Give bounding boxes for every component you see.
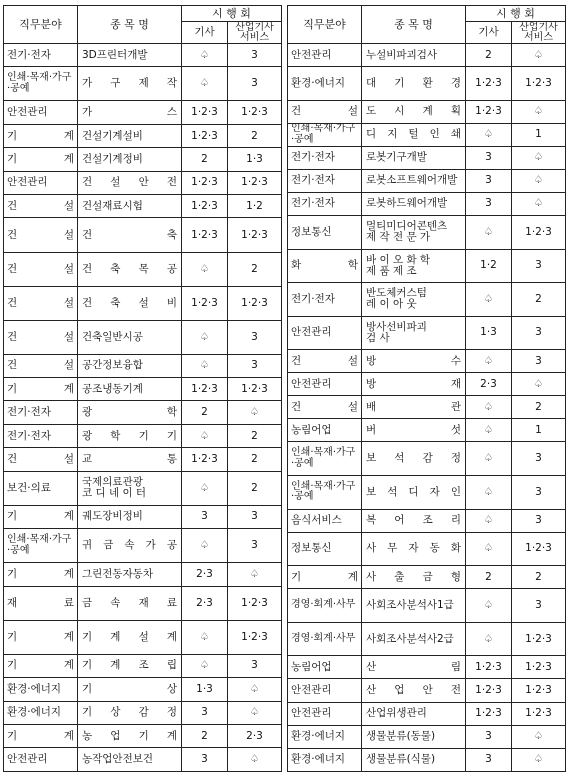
industrial-round-cell: 3 xyxy=(228,67,282,101)
table-row xyxy=(4,320,282,354)
engineer-round-cell: 2 xyxy=(182,401,228,424)
field-cell: 건 설 xyxy=(288,350,362,373)
item-cell: 생물분류(동물) xyxy=(362,725,466,748)
item-cell: 복 어 조 리 xyxy=(362,509,466,532)
table-row xyxy=(288,509,566,532)
item-cell: 기 계 조 립 xyxy=(78,654,182,677)
engineer-round-cell: 1·2 xyxy=(466,249,512,283)
field-cell: 안전관리 xyxy=(288,316,362,350)
header-industrial-text: 산업기사 서비스 xyxy=(235,21,274,43)
table-row xyxy=(288,44,566,67)
industrial-round-cell: 1·2·3 xyxy=(228,101,282,124)
item-cell: 산 림 xyxy=(362,656,466,679)
item-cell: 건 설 안 전 xyxy=(78,171,182,194)
industrial-round-cell: 2 xyxy=(228,471,282,505)
field-cell: 건 설 xyxy=(4,252,78,286)
field-cell: 안전관리 xyxy=(4,101,78,124)
item-cell: 로봇소프트웨어개발 xyxy=(362,169,466,192)
industrial-round-cell: 1 xyxy=(512,419,566,442)
field-cell: 환경·에너지 xyxy=(288,67,362,101)
spade-outline-icon: ♤ xyxy=(182,252,228,286)
header-industrial xyxy=(512,22,566,44)
item-cell: 바 이 오 화 학 제 품 제 조 xyxy=(362,249,466,283)
field-cell: 안전관리 xyxy=(288,44,362,67)
engineer-round-cell: 1·2·3 xyxy=(182,195,228,218)
table-row xyxy=(4,424,282,447)
field-cell: 기 계 xyxy=(4,724,78,747)
engineer-round-cell: 2·3 xyxy=(466,373,512,396)
engineer-round-cell: 1·3 xyxy=(466,316,512,350)
item-cell: 건설재료시험 xyxy=(78,195,182,218)
spade-outline-icon: ♤ xyxy=(182,620,228,654)
table-row xyxy=(288,316,566,350)
spade-outline-icon: ♤ xyxy=(512,748,566,771)
item-cell: 공간정보융합 xyxy=(78,354,182,377)
item-cell: 광 학 xyxy=(78,401,182,424)
spade-outline-icon: ♤ xyxy=(466,123,512,146)
industrial-round-cell: 1·2·3 xyxy=(228,620,282,654)
header-round: 시 행 회 xyxy=(182,6,282,22)
right-table-body xyxy=(288,44,566,772)
spade-outline-icon: ♤ xyxy=(466,350,512,373)
header-round: 시 행 회 xyxy=(466,6,566,22)
header-industrial-text: 산업기사 서비스 xyxy=(519,21,558,43)
exam-schedule-page xyxy=(3,5,566,772)
table-row xyxy=(4,44,282,67)
table-row xyxy=(4,586,282,620)
right-exam-table xyxy=(287,5,566,772)
table-row xyxy=(288,725,566,748)
engineer-round-cell: 2·3 xyxy=(182,563,228,586)
engineer-round-cell: 1·2·3 xyxy=(182,124,228,147)
spade-outline-icon: ♤ xyxy=(466,589,512,623)
industrial-round-cell: 1·2·3 xyxy=(512,679,566,702)
field-cell: 전기·전자 xyxy=(288,146,362,169)
spade-outline-icon: ♤ xyxy=(182,354,228,377)
spade-outline-icon: ♤ xyxy=(512,373,566,396)
industrial-round-cell: 1·2·3 xyxy=(228,286,282,320)
spade-outline-icon: ♤ xyxy=(182,320,228,354)
industrial-round-cell: 2 xyxy=(228,424,282,447)
industrial-round-cell: 3 xyxy=(512,350,566,373)
table-row xyxy=(288,419,566,442)
engineer-round-cell: 2 xyxy=(182,724,228,747)
table-row xyxy=(4,620,282,654)
field-cell: 건 설 xyxy=(4,448,78,471)
header-engineer: 기사 xyxy=(182,22,228,44)
table-row xyxy=(4,124,282,147)
item-cell: 공조냉동기계 xyxy=(78,378,182,401)
field-cell: 기 계 xyxy=(288,566,362,589)
item-cell: 반도체커스텀 레 이 아 웃 xyxy=(362,283,466,317)
item-cell: 버 섯 xyxy=(362,419,466,442)
industrial-round-cell: 1·2·3 xyxy=(228,378,282,401)
item-cell: 가 스 xyxy=(78,101,182,124)
item-cell: 멀티미디어콘텐츠 제 작 전 문 가 xyxy=(362,215,466,249)
field-cell: 기 계 xyxy=(4,654,78,677)
field-cell: 환경·에너지 xyxy=(4,678,78,701)
item-cell: 건 축 설 비 xyxy=(78,286,182,320)
item-cell: 건설기계설비 xyxy=(78,124,182,147)
table-row xyxy=(288,589,566,623)
table-row xyxy=(4,148,282,171)
item-cell: 광 학 기 기 xyxy=(78,424,182,447)
engineer-round-cell: 1·2·3 xyxy=(466,67,512,101)
industrial-round-cell: 1·2·3 xyxy=(228,586,282,620)
item-cell: 기 계 설 계 xyxy=(78,620,182,654)
industrial-round-cell: 2 xyxy=(512,396,566,419)
table-row xyxy=(288,215,566,249)
field-cell: 음식서비스 xyxy=(288,509,362,532)
table-row xyxy=(4,171,282,194)
item-cell: 기 상 xyxy=(78,678,182,701)
field-cell: 전기·전자 xyxy=(288,169,362,192)
field-cell: 기 계 xyxy=(4,620,78,654)
table-row xyxy=(4,505,282,528)
item-cell: 방 재 xyxy=(362,373,466,396)
field-cell: 안전관리 xyxy=(288,373,362,396)
table-row xyxy=(4,378,282,401)
field-cell: 건 설 xyxy=(288,396,362,419)
engineer-round-cell: 1·2·3 xyxy=(466,679,512,702)
item-cell: 3D프린터개발 xyxy=(78,44,182,67)
industrial-round-cell: 3 xyxy=(228,505,282,528)
engineer-round-cell: 1·2·3 xyxy=(182,218,228,252)
item-cell: 농 업 기 계 xyxy=(78,724,182,747)
item-cell: 사회조사분석사2급 xyxy=(362,622,466,656)
item-cell: 산업위생관리 xyxy=(362,702,466,725)
industrial-round-cell: 1·2·3 xyxy=(512,702,566,725)
field-cell: 인쇄·목재·가구·공예 xyxy=(288,442,362,476)
field-cell: 농림어업 xyxy=(288,656,362,679)
field-cell: 건 설 xyxy=(288,100,362,123)
spade-outline-icon: ♤ xyxy=(182,654,228,677)
engineer-round-cell: 1·3 xyxy=(182,678,228,701)
field-cell: 정보통신 xyxy=(288,215,362,249)
spade-outline-icon: ♤ xyxy=(466,283,512,317)
spade-outline-icon: ♤ xyxy=(228,748,282,772)
field-cell: 기 계 xyxy=(4,505,78,528)
industrial-round-cell: 3 xyxy=(512,589,566,623)
table-row xyxy=(288,748,566,771)
item-cell: 금 속 재 료 xyxy=(78,586,182,620)
table-row xyxy=(288,702,566,725)
spade-outline-icon: ♤ xyxy=(466,532,512,566)
field-cell: 건 설 xyxy=(4,354,78,377)
industrial-round-cell: 3 xyxy=(228,529,282,563)
field-cell: 인쇄·목재·가구·공예 xyxy=(288,123,362,146)
engineer-round-cell: 1·2·3 xyxy=(182,101,228,124)
table-row xyxy=(288,476,566,510)
field-cell: 건 설 xyxy=(4,195,78,218)
item-cell: 건축일반시공 xyxy=(78,320,182,354)
industrial-round-cell: 1·2·3 xyxy=(512,532,566,566)
engineer-round-cell: 1·2·3 xyxy=(182,171,228,194)
field-cell: 기 계 xyxy=(4,124,78,147)
header-field: 직무분야 xyxy=(4,6,78,44)
engineer-round-cell: 1·2·3 xyxy=(182,286,228,320)
item-cell: 사 무 자 동 화 xyxy=(362,532,466,566)
industrial-round-cell: 1·2 xyxy=(228,195,282,218)
table-row xyxy=(288,283,566,317)
field-cell: 기 계 xyxy=(4,378,78,401)
spade-outline-icon: ♤ xyxy=(182,529,228,563)
engineer-round-cell: 3 xyxy=(466,725,512,748)
table-row xyxy=(4,471,282,505)
item-cell: 건설기계정비 xyxy=(78,148,182,171)
field-cell: 건 설 xyxy=(4,286,78,320)
industrial-round-cell: 2 xyxy=(228,252,282,286)
field-cell: 건 설 xyxy=(4,320,78,354)
field-cell: 화 학 xyxy=(288,249,362,283)
field-cell: 경영·회계·사무 xyxy=(288,589,362,623)
table-row xyxy=(4,724,282,747)
spade-outline-icon: ♤ xyxy=(466,215,512,249)
table-row xyxy=(288,100,566,123)
table-row xyxy=(4,401,282,424)
item-cell: 대 기 환 경 xyxy=(362,67,466,101)
engineer-round-cell: 1·2·3 xyxy=(466,702,512,725)
engineer-round-cell: 3 xyxy=(466,192,512,215)
spade-outline-icon: ♤ xyxy=(512,146,566,169)
industrial-round-cell: 3 xyxy=(228,354,282,377)
item-cell: 국제의료관광 코 디 네 이 터 xyxy=(78,471,182,505)
engineer-round-cell: 3 xyxy=(182,748,228,772)
industrial-round-cell: 3 xyxy=(228,320,282,354)
spade-outline-icon: ♤ xyxy=(182,424,228,447)
table-row xyxy=(4,252,282,286)
field-cell: 전기·전자 xyxy=(288,192,362,215)
table-row xyxy=(4,529,282,563)
field-cell: 재 료 xyxy=(4,586,78,620)
spade-outline-icon: ♤ xyxy=(466,476,512,510)
table-row xyxy=(288,67,566,101)
item-cell: 교 통 xyxy=(78,448,182,471)
item-cell: 보 석 감 정 xyxy=(362,442,466,476)
engineer-round-cell: 2 xyxy=(466,566,512,589)
engineer-round-cell: 2·3 xyxy=(182,586,228,620)
spade-outline-icon: ♤ xyxy=(512,44,566,67)
table-row xyxy=(4,218,282,252)
field-cell: 환경·에너지 xyxy=(288,748,362,771)
spade-outline-icon: ♤ xyxy=(466,419,512,442)
field-cell: 정보통신 xyxy=(288,532,362,566)
table-row xyxy=(288,146,566,169)
table-row xyxy=(288,566,566,589)
industrial-round-cell: 1·2·3 xyxy=(512,215,566,249)
table-row xyxy=(4,286,282,320)
industrial-round-cell: 3 xyxy=(512,509,566,532)
engineer-round-cell: 1·2·3 xyxy=(466,656,512,679)
item-cell: 건 축 xyxy=(78,218,182,252)
spade-outline-icon: ♤ xyxy=(512,169,566,192)
item-cell: 그린전동자동차 xyxy=(78,563,182,586)
spade-outline-icon: ♤ xyxy=(228,678,282,701)
spade-outline-icon: ♤ xyxy=(228,401,282,424)
table-row xyxy=(4,354,282,377)
table-row xyxy=(4,748,282,772)
field-cell: 인쇄·목재·가구·공예 xyxy=(4,529,78,563)
engineer-round-cell: 3 xyxy=(182,701,228,724)
industrial-round-cell: 3 xyxy=(228,654,282,677)
header-field: 직무분야 xyxy=(288,6,362,44)
header-item: 종 목 명 xyxy=(78,6,182,44)
header-item: 종 목 명 xyxy=(362,6,466,44)
field-cell: 경영·회계·사무 xyxy=(288,622,362,656)
item-cell: 궤도장비정비 xyxy=(78,505,182,528)
spade-outline-icon: ♤ xyxy=(228,701,282,724)
field-cell: 농림어업 xyxy=(288,419,362,442)
table-row xyxy=(288,396,566,419)
item-cell: 산 업 안 전 xyxy=(362,679,466,702)
industrial-round-cell: 2 xyxy=(228,448,282,471)
table-row xyxy=(288,656,566,679)
table-row xyxy=(288,373,566,396)
right-table-panel xyxy=(287,5,565,772)
spade-outline-icon: ♤ xyxy=(466,622,512,656)
field-cell: 건 설 xyxy=(4,218,78,252)
table-row xyxy=(4,701,282,724)
item-cell: 도 시 계 획 xyxy=(362,100,466,123)
table-row xyxy=(288,350,566,373)
field-cell: 환경·에너지 xyxy=(288,725,362,748)
spade-outline-icon: ♤ xyxy=(182,44,228,67)
item-cell: 방 수 xyxy=(362,350,466,373)
industrial-round-cell: 1·2·3 xyxy=(228,171,282,194)
industrial-round-cell: 3 xyxy=(512,476,566,510)
left-table-panel xyxy=(3,5,281,772)
item-cell: 생물분류(식물) xyxy=(362,748,466,771)
industrial-round-cell: 3 xyxy=(512,442,566,476)
spade-outline-icon: ♤ xyxy=(466,442,512,476)
industrial-round-cell: 1·2·3 xyxy=(512,622,566,656)
item-cell: 로봇하드웨어개발 xyxy=(362,192,466,215)
table-row xyxy=(4,563,282,586)
spade-outline-icon: ♤ xyxy=(466,396,512,419)
item-cell: 사회조사분석사1급 xyxy=(362,589,466,623)
field-cell: 인쇄·목재·가구·공예 xyxy=(4,67,78,101)
field-cell: 안전관리 xyxy=(4,171,78,194)
field-cell: 인쇄·목재·가구·공예 xyxy=(288,476,362,510)
item-cell: 농작업안전보건 xyxy=(78,748,182,772)
table-row xyxy=(4,195,282,218)
field-cell: 전기·전자 xyxy=(4,401,78,424)
spade-outline-icon: ♤ xyxy=(512,192,566,215)
field-cell: 전기·전자 xyxy=(288,283,362,317)
field-cell: 보건·의료 xyxy=(4,471,78,505)
engineer-round-cell: 3 xyxy=(182,505,228,528)
item-cell: 누설비파괴검사 xyxy=(362,44,466,67)
engineer-round-cell: 1·2·3 xyxy=(466,100,512,123)
engineer-round-cell: 3 xyxy=(466,146,512,169)
industrial-round-cell: 3 xyxy=(512,249,566,283)
item-cell: 보 석 디 자 인 xyxy=(362,476,466,510)
industrial-round-cell: 2 xyxy=(512,566,566,589)
spade-outline-icon: ♤ xyxy=(512,100,566,123)
industrial-round-cell: 1·2·3 xyxy=(228,218,282,252)
industrial-round-cell: 3 xyxy=(512,316,566,350)
table-row xyxy=(288,169,566,192)
spade-outline-icon: ♤ xyxy=(182,471,228,505)
table-row xyxy=(4,448,282,471)
engineer-round-cell: 2 xyxy=(466,44,512,67)
item-cell: 방사선비파괴 검 사 xyxy=(362,316,466,350)
table-row xyxy=(288,679,566,702)
table-row xyxy=(288,442,566,476)
field-cell: 안전관리 xyxy=(288,679,362,702)
field-cell: 전기·전자 xyxy=(4,424,78,447)
engineer-round-cell: 1·2·3 xyxy=(182,448,228,471)
industrial-round-cell: 2 xyxy=(228,124,282,147)
item-cell: 건 축 목 공 xyxy=(78,252,182,286)
table-row xyxy=(288,532,566,566)
header-industrial xyxy=(228,22,282,44)
engineer-round-cell: 3 xyxy=(466,169,512,192)
table-row xyxy=(288,192,566,215)
industrial-round-cell: 3 xyxy=(228,44,282,67)
item-cell: 귀 금 속 가 공 xyxy=(78,529,182,563)
field-cell: 안전관리 xyxy=(288,702,362,725)
field-cell: 전기·전자 xyxy=(4,44,78,67)
industrial-round-cell: 1·2·3 xyxy=(512,656,566,679)
field-cell: 기 계 xyxy=(4,563,78,586)
item-cell: 배 관 xyxy=(362,396,466,419)
spade-outline-icon: ♤ xyxy=(512,725,566,748)
spade-outline-icon: ♤ xyxy=(466,509,512,532)
item-cell: 가 구 제 작 xyxy=(78,67,182,101)
item-cell: 기 상 감 정 xyxy=(78,701,182,724)
item-cell: 디 지 털 인 쇄 xyxy=(362,123,466,146)
item-cell: 로봇기구개발 xyxy=(362,146,466,169)
industrial-round-cell: 2 xyxy=(512,283,566,317)
table-row xyxy=(4,67,282,101)
engineer-round-cell: 2 xyxy=(182,148,228,171)
table-row xyxy=(4,101,282,124)
engineer-round-cell: 1·2·3 xyxy=(182,378,228,401)
left-table-body xyxy=(4,44,282,772)
item-cell: 사 출 금 형 xyxy=(362,566,466,589)
header-engineer: 기사 xyxy=(466,22,512,44)
table-row xyxy=(4,678,282,701)
industrial-round-cell: 1·3 xyxy=(228,148,282,171)
field-cell: 기 계 xyxy=(4,148,78,171)
industrial-round-cell: 1 xyxy=(512,123,566,146)
engineer-round-cell: 3 xyxy=(466,748,512,771)
left-exam-table xyxy=(3,5,282,772)
industrial-round-cell: 1·2·3 xyxy=(512,67,566,101)
table-row xyxy=(288,249,566,283)
field-cell: 환경·에너지 xyxy=(4,701,78,724)
table-row xyxy=(4,654,282,677)
spade-outline-icon: ♤ xyxy=(228,563,282,586)
field-cell: 안전관리 xyxy=(4,748,78,772)
industrial-round-cell: 2·3 xyxy=(228,724,282,747)
table-row xyxy=(288,123,566,146)
spade-outline-icon: ♤ xyxy=(182,67,228,101)
table-row xyxy=(288,622,566,656)
